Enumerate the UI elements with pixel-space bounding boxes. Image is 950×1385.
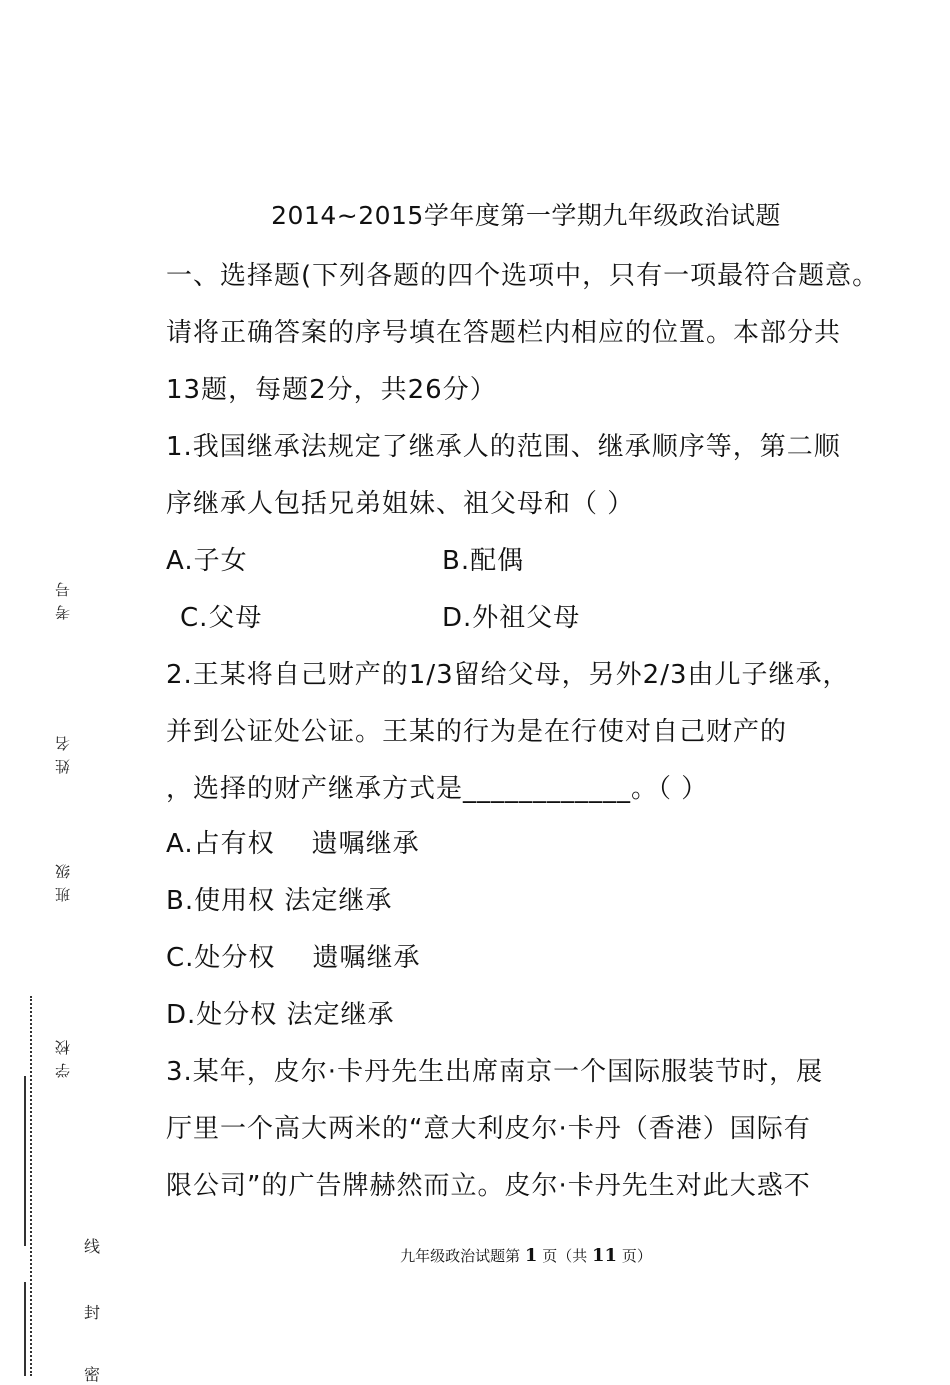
- margin-label-class: 班级: [54, 856, 72, 902]
- question-2-option-d: D.处分权 法定继承: [166, 1000, 395, 1030]
- footer-suffix: 页）: [621, 1247, 652, 1265]
- footer-total-pages: 11: [592, 1245, 618, 1266]
- footer-middle: 页（共: [542, 1247, 588, 1265]
- margin-label-exam-number: 考号: [54, 574, 72, 620]
- question-1-line-1: 1.我国继承法规定了继承人的范围、继承顺序等，第二顺: [166, 432, 841, 462]
- question-1-option-d: D.外祖父母: [442, 603, 581, 633]
- section-heading-line-1: 一、选择题(下列各题的四个选项中，只有一项最符合题意。: [166, 261, 880, 291]
- question-2-line-3: ，选择的财产继承方式是____________。（ ）: [166, 774, 709, 804]
- section-heading-line-3: 13题，每题2分，共26分）: [166, 375, 497, 405]
- margin-label-name: 姓名: [54, 728, 72, 774]
- question-2-option-a: A.占有权 遗嘱继承: [166, 829, 420, 859]
- question-1-option-a: A.子女: [166, 546, 248, 576]
- seal-char-seal: 封: [84, 1303, 101, 1322]
- page-footer: [0, 1245, 950, 1266]
- question-1-option-b: B.配偶: [442, 546, 525, 576]
- question-2-line-1: 2.王某将自己财产的1/3留给父母，另外2/3由儿子继承，: [166, 660, 850, 690]
- question-2-option-c: C.处分权 遗嘱继承: [166, 943, 421, 973]
- question-3-line-3: 限公司”的广告牌赫然而立。皮尔·卡丹先生对此大惑不: [166, 1171, 811, 1201]
- question-2-line-2: 并到公证处公证。王某的行为是在行使对自己财产的: [166, 717, 788, 747]
- section-heading-line-2: 请将正确答案的序号填在答题栏内相应的位置。本部分共: [166, 318, 842, 348]
- seal-char-line: 线: [84, 1237, 101, 1256]
- question-1-option-c: C.父母: [180, 603, 263, 633]
- question-3-line-2: 厅里一个高大两米的“意大利皮尔·卡丹（香港）国际有: [166, 1114, 811, 1144]
- question-2-option-b: B.使用权 法定继承: [166, 886, 393, 916]
- seal-char-secret: 密: [84, 1365, 101, 1384]
- seal-solid-line-upper: [24, 1076, 26, 1246]
- margin-label-school: 学校: [54, 1032, 72, 1078]
- question-3-line-1: 3.某年，皮尔·卡丹先生出席南京一个国际服装节时，展: [166, 1057, 824, 1087]
- seal-solid-line-lower: [24, 1282, 26, 1376]
- page-title: 2014~2015学年度第一学期九年级政治试题: [271, 201, 781, 230]
- footer-prefix: 九年级政治试题第: [400, 1247, 521, 1265]
- seal-dotted-line: [30, 996, 32, 1376]
- question-1-line-2: 序继承人包括兄弟姐妹、祖父母和（ ）: [166, 489, 635, 519]
- footer-page-number: 1: [524, 1245, 538, 1266]
